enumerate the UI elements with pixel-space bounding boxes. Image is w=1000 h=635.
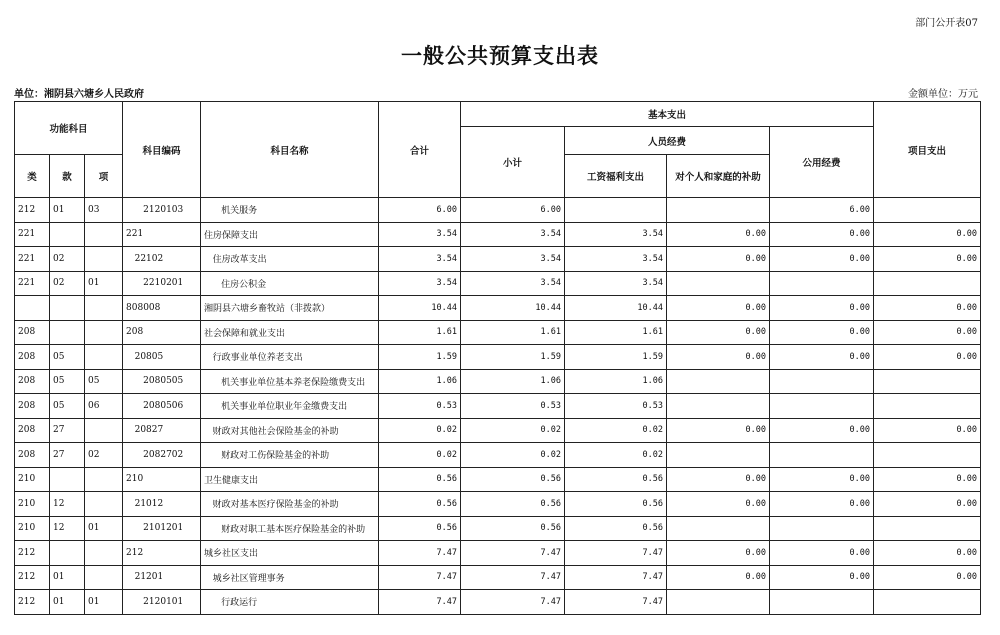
- header-project: 项目支出: [874, 102, 981, 198]
- cell-public: [770, 369, 874, 394]
- cell-xiang: [85, 467, 123, 492]
- cell-xiang: [85, 222, 123, 247]
- cell-name: 机关事业单位基本养老保险缴费支出: [201, 369, 379, 394]
- cell-lei: 221: [15, 271, 50, 296]
- cell-lei: 208: [15, 443, 50, 468]
- cell-total: 7.47: [379, 590, 461, 615]
- cell-subsidy: 0.00: [667, 247, 770, 272]
- cell-name: 财政对基本医疗保险基金的补助: [201, 492, 379, 517]
- cell-project: 0.00: [874, 320, 981, 345]
- cell-subsidy: [667, 516, 770, 541]
- cell-public: 0.00: [770, 320, 874, 345]
- cell-code: 2080505: [123, 369, 201, 394]
- cell-xiang: 03: [85, 198, 123, 223]
- cell-public: 0.00: [770, 467, 874, 492]
- cell-subsidy: 0.00: [667, 565, 770, 590]
- cell-code: 2101201: [123, 516, 201, 541]
- cell-lei: 212: [15, 198, 50, 223]
- cell-subsidy: 0.00: [667, 345, 770, 370]
- cell-subsidy: 0.00: [667, 541, 770, 566]
- cell-kuan: 27: [50, 418, 85, 443]
- page-title: 一般公共预算支出表: [401, 43, 599, 68]
- amount-unit-label: 金额单位：万元: [908, 89, 978, 100]
- cell-public: 0.00: [770, 418, 874, 443]
- cell-public: 0.00: [770, 296, 874, 321]
- table-row: [15, 492, 981, 517]
- cell-wage: 0.56: [565, 516, 667, 541]
- cell-subtotal: 1.61: [461, 320, 565, 345]
- cell-project: [874, 516, 981, 541]
- cell-code: 221: [123, 222, 201, 247]
- cell-lei: 210: [15, 467, 50, 492]
- header-code: 科目编码: [123, 102, 201, 198]
- cell-project: 0.00: [874, 345, 981, 370]
- cell-total: 3.54: [379, 222, 461, 247]
- cell-name: 湘阴县六塘乡畜牧站（非拨款）: [201, 296, 379, 321]
- cell-wage: 0.02: [565, 443, 667, 468]
- cell-kuan: [50, 222, 85, 247]
- cell-wage: 3.54: [565, 271, 667, 296]
- cell-public: [770, 443, 874, 468]
- cell-kuan: [50, 467, 85, 492]
- cell-name: 财政对职工基本医疗保险基金的补助: [201, 516, 379, 541]
- cell-lei: 212: [15, 541, 50, 566]
- cell-lei: 208: [15, 418, 50, 443]
- cell-xiang: [85, 247, 123, 272]
- cell-total: 0.53: [379, 394, 461, 419]
- cell-subsidy: [667, 198, 770, 223]
- cell-code: 2210201: [123, 271, 201, 296]
- cell-kuan: 01: [50, 590, 85, 615]
- cell-subsidy: 0.00: [667, 222, 770, 247]
- table-row: [15, 565, 981, 590]
- cell-name: 社会保障和就业支出: [201, 320, 379, 345]
- cell-subsidy: [667, 443, 770, 468]
- cell-name: 机关事业单位职业年金缴费支出: [201, 394, 379, 419]
- cell-wage: 0.02: [565, 418, 667, 443]
- cell-project: 0.00: [874, 418, 981, 443]
- cell-kuan: 02: [50, 271, 85, 296]
- cell-name: 行政运行: [201, 590, 379, 615]
- cell-lei: 208: [15, 345, 50, 370]
- cell-total: 1.61: [379, 320, 461, 345]
- cell-name: 机关服务: [201, 198, 379, 223]
- table-row: [15, 541, 981, 566]
- cell-public: 0.00: [770, 492, 874, 517]
- cell-lei: 212: [15, 565, 50, 590]
- table-row: [15, 345, 981, 370]
- cell-code: 208: [123, 320, 201, 345]
- cell-project: 0.00: [874, 492, 981, 517]
- cell-lei: 208: [15, 394, 50, 419]
- cell-code: 2080506: [123, 394, 201, 419]
- header-subtotal: 小计: [461, 127, 565, 198]
- cell-subsidy: 0.00: [667, 418, 770, 443]
- cell-project: 0.00: [874, 467, 981, 492]
- cell-lei: 212: [15, 590, 50, 615]
- cell-kuan: 27: [50, 443, 85, 468]
- cell-public: [770, 271, 874, 296]
- header-func-subject: 功能科目: [15, 102, 123, 155]
- cell-xiang: [85, 345, 123, 370]
- cell-subsidy: [667, 590, 770, 615]
- cell-public: [770, 394, 874, 419]
- cell-public: [770, 590, 874, 615]
- cell-project: [874, 590, 981, 615]
- cell-total: 1.06: [379, 369, 461, 394]
- table-row: [15, 369, 981, 394]
- cell-public: 0.00: [770, 222, 874, 247]
- cell-subtotal: 0.56: [461, 516, 565, 541]
- cell-name: 财政对工伤保险基金的补助: [201, 443, 379, 468]
- cell-total: 1.59: [379, 345, 461, 370]
- cell-subtotal: 7.47: [461, 565, 565, 590]
- header-basic: 基本支出: [461, 102, 874, 127]
- cell-wage: 0.56: [565, 492, 667, 517]
- cell-total: 7.47: [379, 565, 461, 590]
- header-name: 科目名称: [201, 102, 379, 198]
- header-public: 公用经费: [770, 127, 874, 198]
- cell-xiang: 06: [85, 394, 123, 419]
- cell-total: 10.44: [379, 296, 461, 321]
- cell-wage: 1.59: [565, 345, 667, 370]
- cell-total: 0.56: [379, 516, 461, 541]
- budget-table: [14, 101, 981, 615]
- cell-subtotal: 3.54: [461, 222, 565, 247]
- header-kuan: 款: [50, 155, 85, 198]
- cell-lei: 210: [15, 516, 50, 541]
- cell-subsidy: 0.00: [667, 320, 770, 345]
- cell-kuan: 02: [50, 247, 85, 272]
- cell-subsidy: 0.00: [667, 492, 770, 517]
- header-total: 合计: [379, 102, 461, 198]
- cell-code: 808008: [123, 296, 201, 321]
- cell-total: 3.54: [379, 271, 461, 296]
- cell-code: 21201: [123, 565, 201, 590]
- cell-kuan: [50, 320, 85, 345]
- cell-xiang: [85, 565, 123, 590]
- unit-label: 单位：湘阴县六塘乡人民政府: [14, 89, 144, 100]
- cell-name: 住房保障支出: [201, 222, 379, 247]
- cell-project: 0.00: [874, 222, 981, 247]
- table-row: [15, 271, 981, 296]
- cell-wage: 7.47: [565, 590, 667, 615]
- cell-wage: [565, 198, 667, 223]
- table-row: [15, 443, 981, 468]
- cell-subtotal: 0.56: [461, 492, 565, 517]
- cell-wage: 7.47: [565, 565, 667, 590]
- cell-kuan: 12: [50, 492, 85, 517]
- cell-subtotal: 7.47: [461, 590, 565, 615]
- cell-subsidy: 0.00: [667, 467, 770, 492]
- table-row: [15, 590, 981, 615]
- table-row: [15, 320, 981, 345]
- cell-project: 0.00: [874, 247, 981, 272]
- cell-wage: 10.44: [565, 296, 667, 321]
- cell-xiang: 05: [85, 369, 123, 394]
- table-row: [15, 198, 981, 223]
- cell-project: [874, 271, 981, 296]
- form-number: 部门公开表07: [915, 18, 978, 29]
- cell-total: 6.00: [379, 198, 461, 223]
- cell-kuan: 12: [50, 516, 85, 541]
- header-xiang: 项: [85, 155, 123, 198]
- table-row: [15, 467, 981, 492]
- table-row: [15, 247, 981, 272]
- cell-subtotal: 10.44: [461, 296, 565, 321]
- header-lei: 类: [15, 155, 50, 198]
- cell-subtotal: 3.54: [461, 247, 565, 272]
- cell-name: 卫生健康支出: [201, 467, 379, 492]
- cell-public: 0.00: [770, 565, 874, 590]
- cell-xiang: 01: [85, 271, 123, 296]
- cell-public: 0.00: [770, 247, 874, 272]
- cell-total: 3.54: [379, 247, 461, 272]
- cell-lei: 210: [15, 492, 50, 517]
- cell-lei: 221: [15, 247, 50, 272]
- cell-wage: 7.47: [565, 541, 667, 566]
- cell-code: 2082702: [123, 443, 201, 468]
- header-wage: 工资福利支出: [565, 155, 667, 198]
- cell-total: 0.56: [379, 467, 461, 492]
- cell-subsidy: [667, 369, 770, 394]
- cell-wage: 3.54: [565, 222, 667, 247]
- header-personnel: 人员经费: [565, 127, 770, 155]
- cell-xiang: 01: [85, 590, 123, 615]
- cell-lei: 208: [15, 369, 50, 394]
- cell-public: [770, 516, 874, 541]
- cell-subtotal: 0.56: [461, 467, 565, 492]
- cell-total: 7.47: [379, 541, 461, 566]
- cell-name: 城乡社区管理事务: [201, 565, 379, 590]
- cell-lei: 208: [15, 320, 50, 345]
- cell-name: 行政事业单位养老支出: [201, 345, 379, 370]
- cell-project: [874, 369, 981, 394]
- cell-kuan: [50, 296, 85, 321]
- cell-xiang: 02: [85, 443, 123, 468]
- cell-project: 0.00: [874, 541, 981, 566]
- cell-subtotal: 3.54: [461, 271, 565, 296]
- cell-public: 0.00: [770, 345, 874, 370]
- cell-total: 0.02: [379, 443, 461, 468]
- cell-project: [874, 394, 981, 419]
- cell-subtotal: 6.00: [461, 198, 565, 223]
- table-row: [15, 394, 981, 419]
- cell-total: 0.56: [379, 492, 461, 517]
- cell-subtotal: 0.02: [461, 418, 565, 443]
- cell-kuan: 05: [50, 369, 85, 394]
- cell-wage: 1.61: [565, 320, 667, 345]
- cell-code: 21012: [123, 492, 201, 517]
- table-body: [15, 198, 981, 615]
- cell-xiang: 01: [85, 516, 123, 541]
- cell-name: 城乡社区支出: [201, 541, 379, 566]
- header-subsidy: 对个人和家庭的补助: [667, 155, 770, 198]
- cell-kuan: 01: [50, 198, 85, 223]
- cell-xiang: [85, 320, 123, 345]
- cell-code: 20827: [123, 418, 201, 443]
- cell-lei: 221: [15, 222, 50, 247]
- cell-name: 住房改革支出: [201, 247, 379, 272]
- cell-kuan: 05: [50, 345, 85, 370]
- cell-subsidy: [667, 271, 770, 296]
- cell-code: 20805: [123, 345, 201, 370]
- cell-public: 6.00: [770, 198, 874, 223]
- cell-wage: 0.56: [565, 467, 667, 492]
- table-row: [15, 418, 981, 443]
- cell-code: 2120103: [123, 198, 201, 223]
- cell-kuan: 05: [50, 394, 85, 419]
- cell-wage: 0.53: [565, 394, 667, 419]
- cell-subtotal: 1.59: [461, 345, 565, 370]
- cell-name: 财政对其他社会保险基金的补助: [201, 418, 379, 443]
- cell-subsidy: 0.00: [667, 296, 770, 321]
- cell-code: 2120101: [123, 590, 201, 615]
- cell-xiang: [85, 296, 123, 321]
- cell-kuan: 01: [50, 565, 85, 590]
- cell-xiang: [85, 418, 123, 443]
- cell-wage: 1.06: [565, 369, 667, 394]
- cell-xiang: [85, 541, 123, 566]
- cell-total: 0.02: [379, 418, 461, 443]
- cell-project: 0.00: [874, 296, 981, 321]
- cell-subtotal: 0.53: [461, 394, 565, 419]
- cell-kuan: [50, 541, 85, 566]
- cell-code: 210: [123, 467, 201, 492]
- cell-project: 0.00: [874, 565, 981, 590]
- cell-subsidy: [667, 394, 770, 419]
- cell-code: 22102: [123, 247, 201, 272]
- table-row: [15, 222, 981, 247]
- cell-subtotal: 0.02: [461, 443, 565, 468]
- cell-project: [874, 198, 981, 223]
- cell-xiang: [85, 492, 123, 517]
- table-row: [15, 516, 981, 541]
- cell-subtotal: 1.06: [461, 369, 565, 394]
- cell-wage: 3.54: [565, 247, 667, 272]
- cell-code: 212: [123, 541, 201, 566]
- table-row: [15, 296, 981, 321]
- cell-project: [874, 443, 981, 468]
- cell-public: 0.00: [770, 541, 874, 566]
- cell-lei: [15, 296, 50, 321]
- cell-name: 住房公积金: [201, 271, 379, 296]
- cell-subtotal: 7.47: [461, 541, 565, 566]
